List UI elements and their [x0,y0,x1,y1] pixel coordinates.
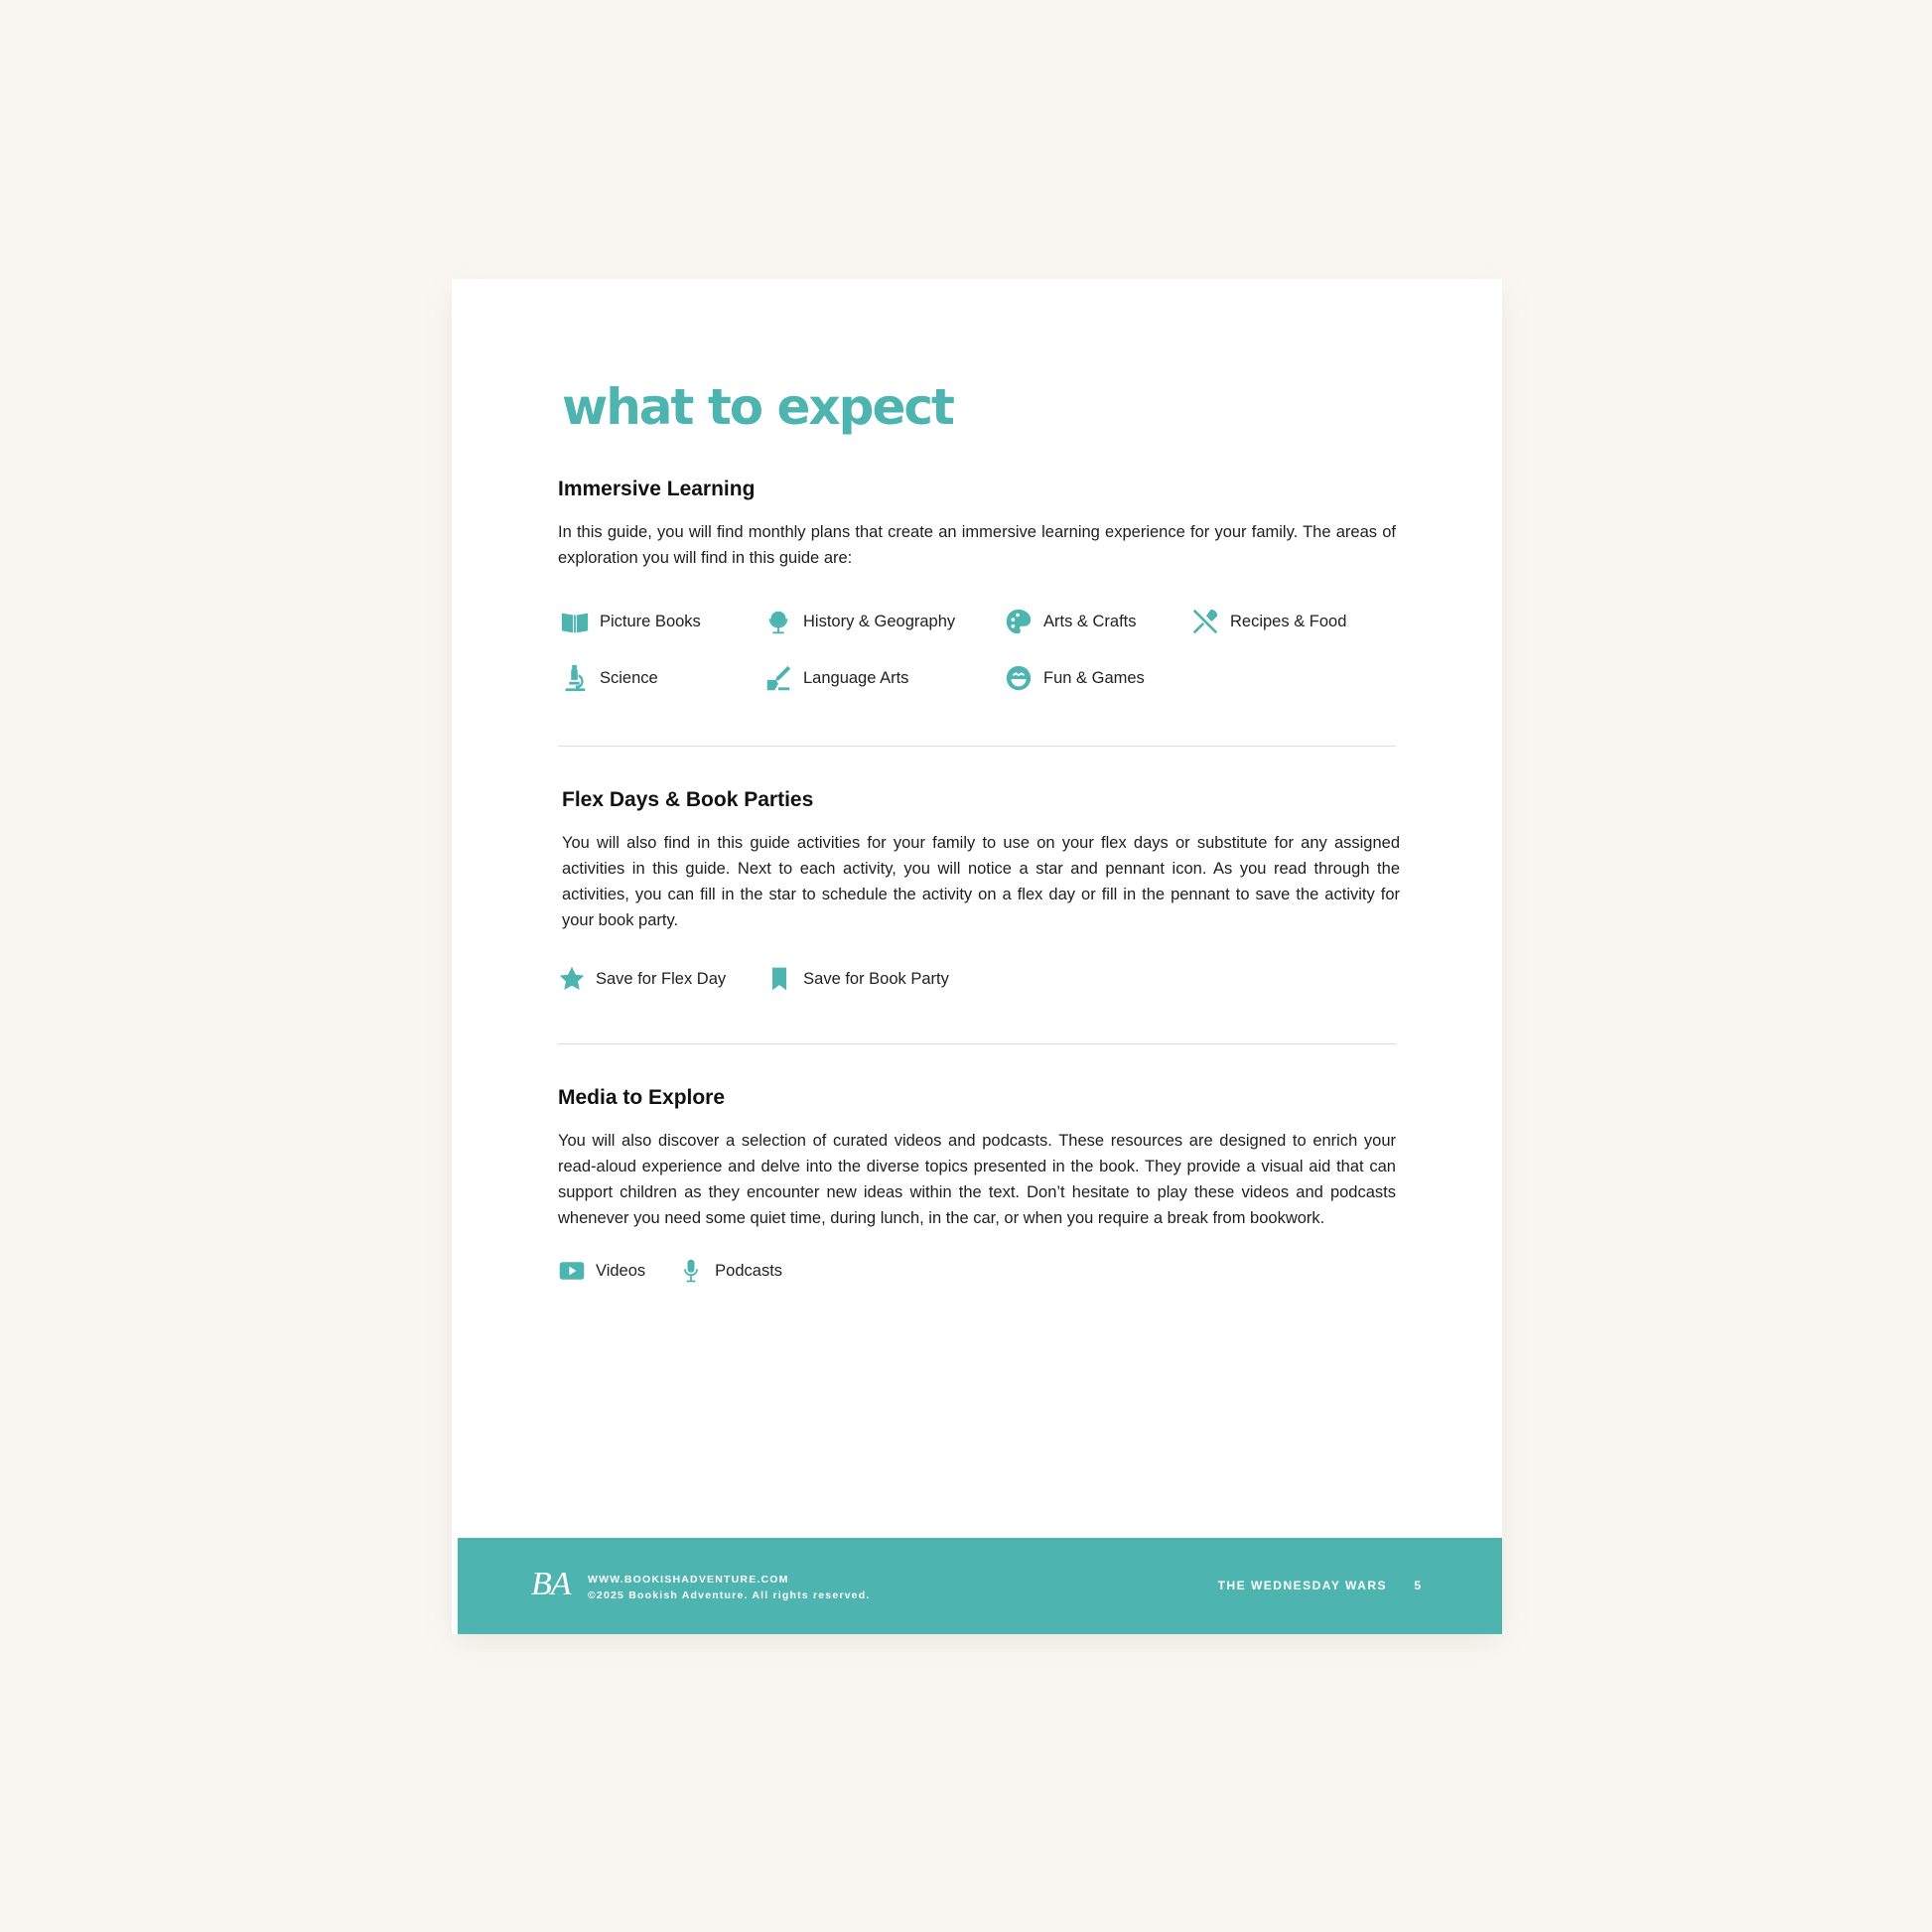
legend-book-party [765,965,949,993]
legend-label: Save for Book Party [803,969,949,988]
area-label: Science [600,668,658,687]
legend-videos [558,1257,645,1285]
media-section [558,1086,1396,1285]
play-icon [558,1257,586,1285]
section-heading: Flex Days & Book Parties [562,788,814,811]
section-body: You will also discover a selection of curated videos and podcasts. These resources are designed to enrich your read-aloud experience and delve into the diverse topics presented in the book. They provide a visual aid that can support children as they encounter new ideas within the text. Don’t hesitate to play these videos and podcasts whenever you need some quiet time, during lunch, in the car, or when you require a break from bookwork. [558,1132,1396,1227]
bookmark-icon [765,965,793,993]
brand-logo: BA [531,1566,571,1602]
area-label: Recipes & Food [1230,612,1347,630]
section-body: You will also find in this guide activities for your family to use on your flex days or substitute for any assigned activities in this guide. Next to each activity, you will notice a star and pennant icon. As you read through the activities, you can fill in the star to schedule the activity on a flex day or fill in the pennant to save the activity for your book party. [562,834,1400,929]
area-label: History & Geography [803,612,956,630]
page-number: 5 [1414,1579,1421,1592]
section-body: In this guide, you will find monthly plans that create an immersive learning experience for your family. The areas of exploration you will find in this guide are: [558,523,1396,567]
writing-hand-icon [763,663,793,693]
area-language-arts [763,663,908,693]
legend-podcasts [677,1257,782,1285]
area-label: Language Arts [803,668,909,687]
area-history-geography [763,607,955,636]
globe-icon [763,607,793,636]
section-divider [558,746,1396,747]
utensils-icon [1190,607,1220,636]
document-page [452,279,1502,1634]
section-heading: Immersive Learning [558,478,756,500]
legend-label: Podcasts [715,1261,783,1280]
flex-legend [558,965,1400,993]
open-book-icon [560,607,590,636]
copyright-text: ©2025 Bookish Adventure. All rights reserved. [588,1589,871,1601]
area-arts-crafts [1004,607,1137,636]
area-fun-games [1004,663,1145,693]
book-title: THE WEDNESDAY WARS [1217,1579,1387,1592]
area-recipes-food [1190,607,1346,636]
legend-label: Save for Flex Day [596,969,727,988]
palette-icon [1004,607,1034,636]
star-icon [558,965,586,993]
page-footer [458,1538,1502,1634]
legend-label: Videos [596,1261,646,1280]
website-link[interactable]: WWW.BOOKISHADVENTURE.COM [588,1574,789,1586]
area-picture-books [560,607,701,636]
area-label: Fun & Games [1043,668,1145,687]
footer-credits [588,1572,870,1603]
microphone-icon [677,1257,705,1285]
flex-days-section [562,788,1400,993]
page-title: what to expect [562,378,953,436]
media-legend [558,1257,1396,1285]
area-science [560,663,658,693]
immersive-learning-section [558,478,1396,726]
area-label: Picture Books [600,612,701,630]
section-heading: Media to Explore [558,1086,726,1109]
section-divider [558,1043,1396,1044]
legend-flex-day [558,965,726,993]
area-label: Arts & Crafts [1043,612,1137,630]
microscope-icon [560,663,590,693]
laughing-face-icon [1004,663,1034,693]
exploration-areas [558,607,1396,726]
